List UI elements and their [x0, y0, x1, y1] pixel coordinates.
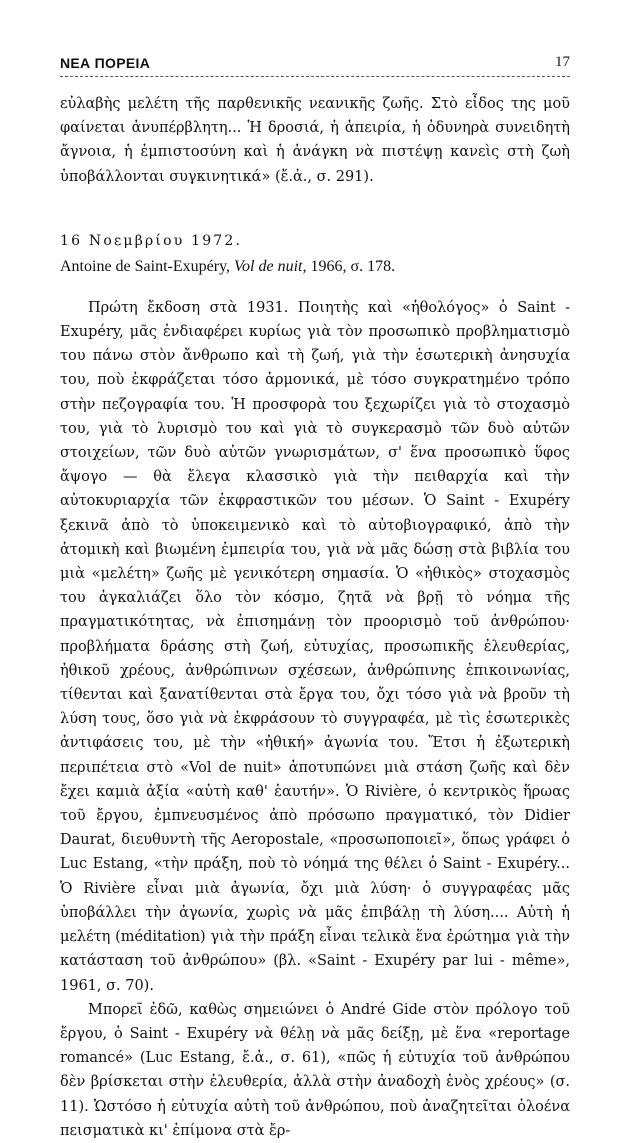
running-header: [60, 54, 570, 77]
page-content: [60, 92, 570, 1143]
top-paragraph: εὐλαβὴς μελέτη τῆς παρθενικῆς νεανικῆς ζωῆς. Στὸ εἶδος της μοῦ φαίνεται ἀνυπέρβλητη... Ἡ δροσιά, ἡ ἀπειρία, ἡ ὀδυνηρὰ συνειδητὴ ἄγνοια, ἡ ἐμπιστοσύνη καὶ ἡ ἀνάγκη νὰ πιστέψῃ κανεὶς στὴ ζωὴ ὑποβάλλονται συγκινητικά» (ἔ.ἀ., σ. 291).: [60, 96, 570, 185]
body-paragraph: Μπορεῖ ἐδῶ, καθὼς σημειώνει ὁ André Gide στὸν πρόλογο τοῦ ἔργου, ὁ Saint - Exupéry νὰ θέλῃ νὰ μᾶς δείξῃ, μὲ ἕνα «reportage romancé» (Luc Estang, ἔ.ἀ., σ. 61), «πῶς ἡ εὐτυχία τοῦ ἀνθρώπου δὲν βρίσκεται στὴν ἐλευθερία, ἀλλὰ στὴν ἀναδοχὴ ἑνὸς χρέους» (σ. 11). Ὡστόσο ἡ εὐτυχία αὐτὴ τοῦ ἀνθρώπου, ποὺ ἀναζητεῖται ὁλοένα πεισματικὰ κι' ἐπίμονα στὰ ἔρ-: [60, 1001, 570, 1139]
book-citation: [60, 256, 570, 278]
citation-author: Antoine de Saint-Exupéry,: [60, 257, 231, 275]
entry-date: 16 Νοεμβρίου 1972.: [60, 232, 243, 249]
citation-title: Vol de nuit,: [234, 257, 307, 275]
body-paragraph: Πρώτη ἔκδοση στὰ 1931. Ποιητὴς καὶ «ἠθολόγος» ὁ Saint - Exupéry, μᾶς ἐνδιαφέρει κυρίως γιὰ τὸν προσωπικὸ προβληματισμὸ του πάνω στὸν ἄνθρωπο καὶ τὴ ζωή, γιὰ τὴν ἐσωτερικὴ ἀνησυχία του, ποὺ ἐκφράζεται τόσο ἁρμονικά, μὲ τόσο συγκρατημένο τρόπο στὴν πεζογραφία του. Ἡ προσφορὰ του ξεχωρίζει γιὰ τὸ στοχασμὸ του, γιὰ τὸ λυρισμὸ του καὶ γιὰ τὸ συγκερασμὸ τῶν δυὸ αὐτῶν στοιχείων, τῶν δυὸ αὐτῶν γνωρισμάτων, σ' ἕνα προσωπικὸ ὕφος ἄψογο — θὰ ἔλεγα κλασσικὸ γιὰ τὴν πειθαρχία καὶ τὴν αὐτοκυριαρχία τῶν ἐκφραστικῶν του μέσων. Ὁ Saint - Exupéry ξεκινᾶ ἀπὸ τὸ ὑποκειμενικὸ καὶ τὸ αὐτοβιογραφικό, ἀπὸ τὴν ἀτομικὴ καὶ βιωμένη ἐμπειρία του, γιὰ νὰ μᾶς δώσῃ στὰ βιβλία του μιὰ «μελέτη» ζωῆς μὲ γενικότερη σημασία. Ὁ «ἠθικὸς» στοχασμὸς του ἀγκαλιάζει ὅλο τὸν κόσμο, ζητᾶ νὰ βρῇ τὸ νόημα τῆς πραγματικότητας, νὰ ἐπισημάνῃ τὸν προορισμὸ τοῦ ἀνθρώπου· προβλήματα δράσης στὴ ζωή, εὐτυχίας, προσωπικῆς ἐλευθερίας, ἠθικοῦ χρέους, ἀνθρώπινων σχέσεων, ἀνθρώπινης ἐπικοινωνίας, τίθενται καὶ ξανατίθενται στὰ ἔργα του, ὄχι τόσο γιὰ νὰ βροῦν τὴ λύση τους, ὅσο γιὰ νὰ ἐκφράσουν τὸ συγγραφέα, μὲ τὶς ἐσωτερικὲς ἀντιφάσεις του, μὲ τὴν «ἠθική» ἀγωνία του. Ἔτσι ἡ ἐξωτερικὴ περιπέτεια στὸ «Vol de nuit» ἀποτυπώνει μιὰ στάση ζωῆς καὶ δὲν ἔχει καμιὰ ἀξία «αὐτὴ καθ' ἑαυτήν». Ὁ Rivière, ὁ κεντρικὸς ἥρωας τοῦ ἔργου, ἐμπνευσμένος ἀπὸ πρόσωπο πραγματικό, τὸν Didier Daurat, διευθυντὴ τῆς Aeropostale, «προσωποποιεῖ», ὅπως γράφει ὁ Luc Estang, «τὴν πράξη, ποὺ τὸ νόημά της θέλει ὁ Saint - Exupéry... Ὁ Rivière εἶναι μιὰ ἀγωνία, ὄχι μιὰ λύση· ὁ συγγραφέας μᾶς ὑποβάλλει τὴν ἀγωνία, χωρὶς νὰ μᾶς ἐπιβάλῃ τὴ λύση.... Αὐτὴ ἡ μελέτη (méditation) γιὰ τὴν πράξη εἶναι τελικὰ ἕνα ἐρώτημα γιὰ τὴν κατάσταση τοῦ ἀνθρώπου» (βλ. «Saint - Exupéry par lui - même», 1961, σ. 70).: [60, 299, 570, 994]
page-number: 17: [555, 54, 570, 70]
citation-details: 1966, σ. 178.: [310, 257, 396, 275]
journal-title: ΝΕΑ ΠΟΡΕΙΑ: [60, 55, 151, 71]
